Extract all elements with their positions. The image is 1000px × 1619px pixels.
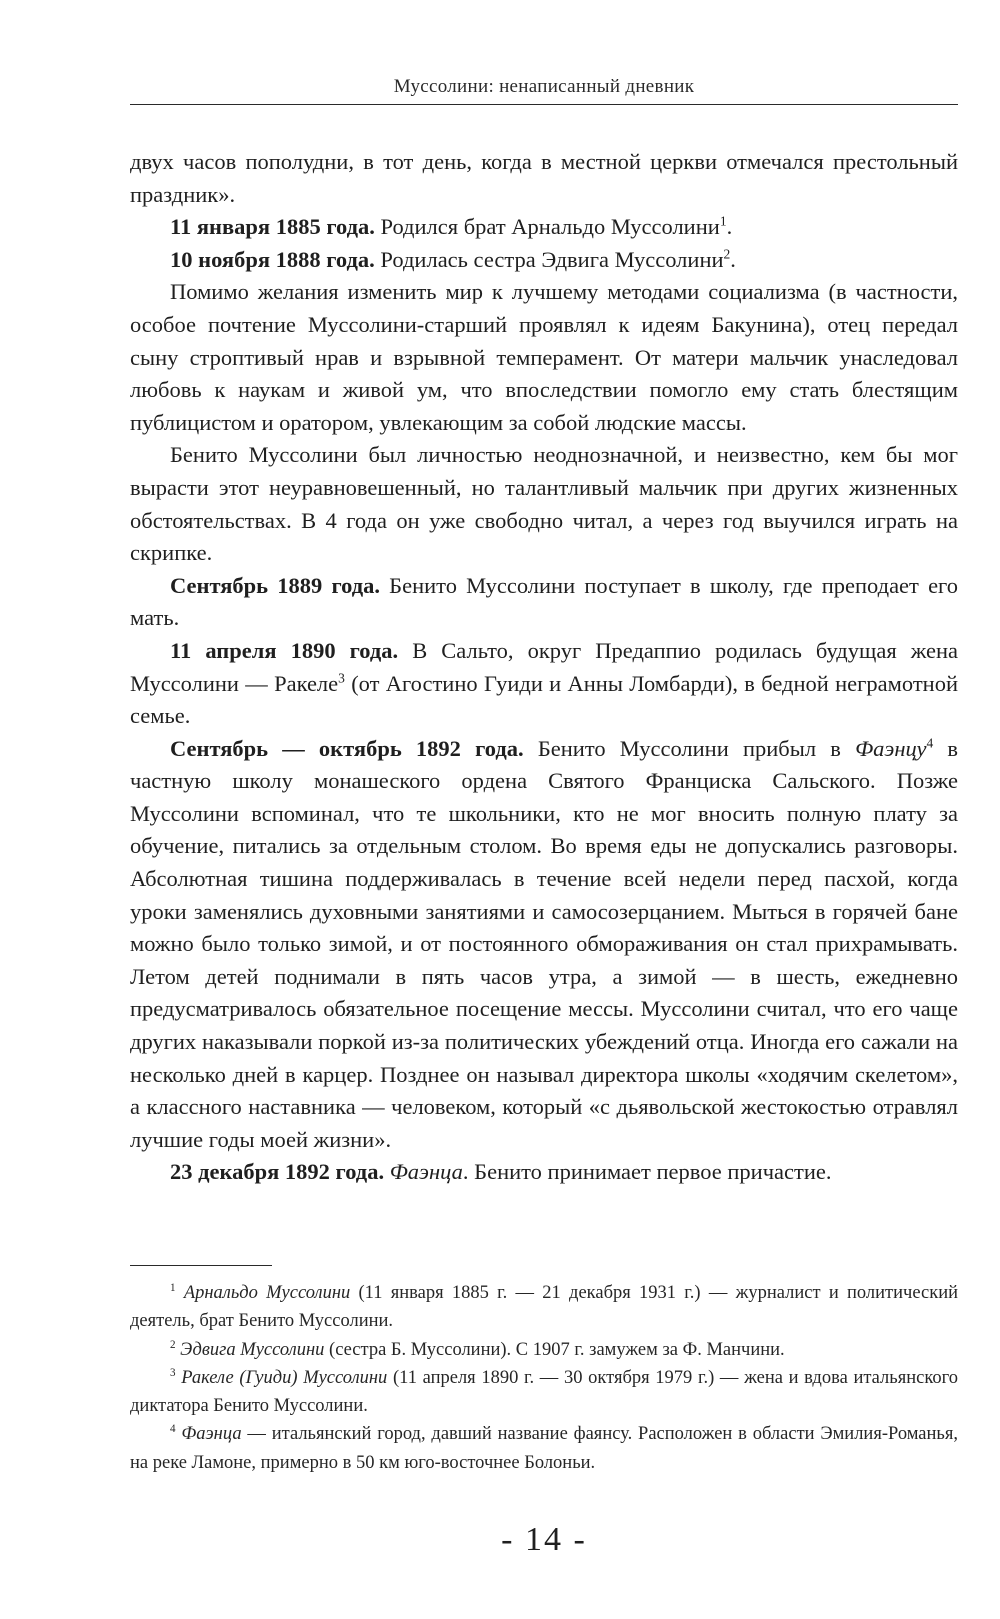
paragraph-text-tail: в частную школу монашеского ордена Святого Франциска Сальского. Позже Муссолини вспоминал, что те школьники, кто не мог вносить полную плату за обучение, питались за отдельным столом. Во время еды не допускались разговоры. Абсолютная тишина поддерживалась в течение всей недели перед пасхой, когда уроки заменялись духовными занятиями и самосозерцанием. Мыться в горячей бане можно было только зимой, и от постоянного обмораживания он стал прихрамывать. Летом детей поднимали в пять часов утра, а зимой — в шесть, ежедневно предусматривалось обязательное посещение мессы. Муссолини считал, что его чаще других наказывали поркой из-за политических убеждений отца. Иногда его сажали на несколько дней в карцер. Позднее он называл директора школы «ходячим скелетом», а классного наставника — человеком, который «с дьявольской жестокостью отравлял лучшие годы моей жизни». xyxy=(130,735,959,1152)
paragraph xyxy=(130,733,958,1157)
date-heading: 23 декабря 1892 года. xyxy=(170,1159,385,1185)
paragraph xyxy=(130,276,958,439)
footnote xyxy=(130,1336,958,1364)
paragraph-text: двух часов пополудни, в тот день, когда в местной церкви отмечался престольный праздник». xyxy=(130,149,958,207)
place-name: Фаэнца xyxy=(389,1159,463,1185)
footnote-text: — итальянский город, давший название фаянсу. Расположен в области Эмилия-Романья, на реке Ламоне, примерно в 50 км юго-восточнее Болоньи. xyxy=(130,1424,958,1473)
footnote-ref: 1 xyxy=(719,213,727,229)
footnote-text: (11 января 1885 г. — 21 декабря 1931 г.) — журналист и политический деятель, брат Бенито Муссолини. xyxy=(130,1283,958,1332)
footnote-number: 1 xyxy=(170,1281,176,1294)
footnote-ref: 2 xyxy=(723,246,731,262)
paragraph xyxy=(130,1156,958,1189)
paragraph xyxy=(130,146,958,211)
footnote-number: 2 xyxy=(170,1338,176,1351)
paragraph-text: Помимо желания изменить мир к лучшему методами социализма (в частности, особое почтение Муссолини-старший проявлял к идеям Бакунина), отец передал сыну строптивый нрав и взрывной темперамент. От матери мальчик унаследовал любовь к наукам и живой ум, что впоследствии помогло ему стать блестящим публицистом и оратором, увлекающим за собой людские массы. xyxy=(130,279,958,435)
paragraph-text-tail: . Бенито принимает первое причастие. xyxy=(462,1159,832,1185)
paragraph-text: Бенито Муссолини прибыл в xyxy=(523,735,856,761)
footnote xyxy=(130,1364,958,1421)
paragraph-text: В Сальто, округ Предаппио родилась будущая жена Муссолини — Ракеле xyxy=(130,637,958,696)
paragraph-text: Родилась сестра Эдвига Муссолини xyxy=(374,246,724,272)
footnote-text: (сестра Б. Муссолини). С 1907 г. замужем за Ф. Манчини. xyxy=(324,1339,785,1360)
footnote-name: Ракеле (Гуиди) Муссолини xyxy=(181,1367,388,1388)
page-number: - 14 - xyxy=(501,1521,587,1558)
footnote-name: Эдвига Муссолини xyxy=(180,1339,325,1360)
running-head: Муссолини: ненаписанный дневник xyxy=(393,76,695,97)
footnote xyxy=(130,1420,958,1477)
place-name: Фаэнцу xyxy=(855,735,927,761)
date-heading: 10 ноября 1888 года. xyxy=(170,246,375,272)
date-heading: 11 апреля 1890 года. xyxy=(170,637,399,663)
footnote-ref: 3 xyxy=(338,670,345,685)
footnotes xyxy=(130,1279,958,1477)
footnote-name: Фаэнца xyxy=(181,1424,242,1445)
paragraph xyxy=(130,635,958,733)
paragraph xyxy=(130,439,958,569)
footnote xyxy=(130,1279,958,1336)
date-heading: Сентябрь 1889 года. xyxy=(170,572,380,598)
date-heading: 11 января 1885 года. xyxy=(170,214,375,240)
footnote-text: (11 апреля 1890 г. — 30 октября 1979 г.) — жена и вдова итальянского диктатора Бенито Муссолини. xyxy=(130,1367,959,1417)
paragraph xyxy=(130,244,958,277)
paragraph-text: Бенито Муссолини поступает в школу, где преподает его мать. xyxy=(130,572,958,631)
header-rule xyxy=(130,104,958,105)
paragraph-text: Родился брат Арнальдо Муссолини xyxy=(374,214,720,240)
footnote-number: 3 xyxy=(170,1366,176,1379)
footnote-rule xyxy=(130,1265,272,1266)
footnote-ref: 4 xyxy=(926,735,934,751)
footnote-number: 4 xyxy=(170,1423,176,1436)
date-heading: Сентябрь — октябрь 1892 года. xyxy=(170,735,524,761)
paragraph xyxy=(130,211,958,244)
paragraph-text-tail: . xyxy=(726,214,733,240)
paragraph-text-tail: . xyxy=(730,246,736,272)
paragraph-text-tail: (от Агостино Гуиди и Анны Ломбарди), в бедной неграмотной семье. xyxy=(130,670,958,729)
paragraph-text: Бенито Муссолини был личностью неоднозначной, и неизвестно, кем бы мог вырасти этот неуравновешенный, но талантливый мальчик при других жизненных обстоятельствах. В 4 года он уже свободно читал, а через год выучился играть на скрипке. xyxy=(130,442,958,566)
main-text xyxy=(130,146,958,1189)
footnote-name: Арнальдо Муссолини xyxy=(183,1283,351,1303)
paragraph xyxy=(130,570,958,635)
